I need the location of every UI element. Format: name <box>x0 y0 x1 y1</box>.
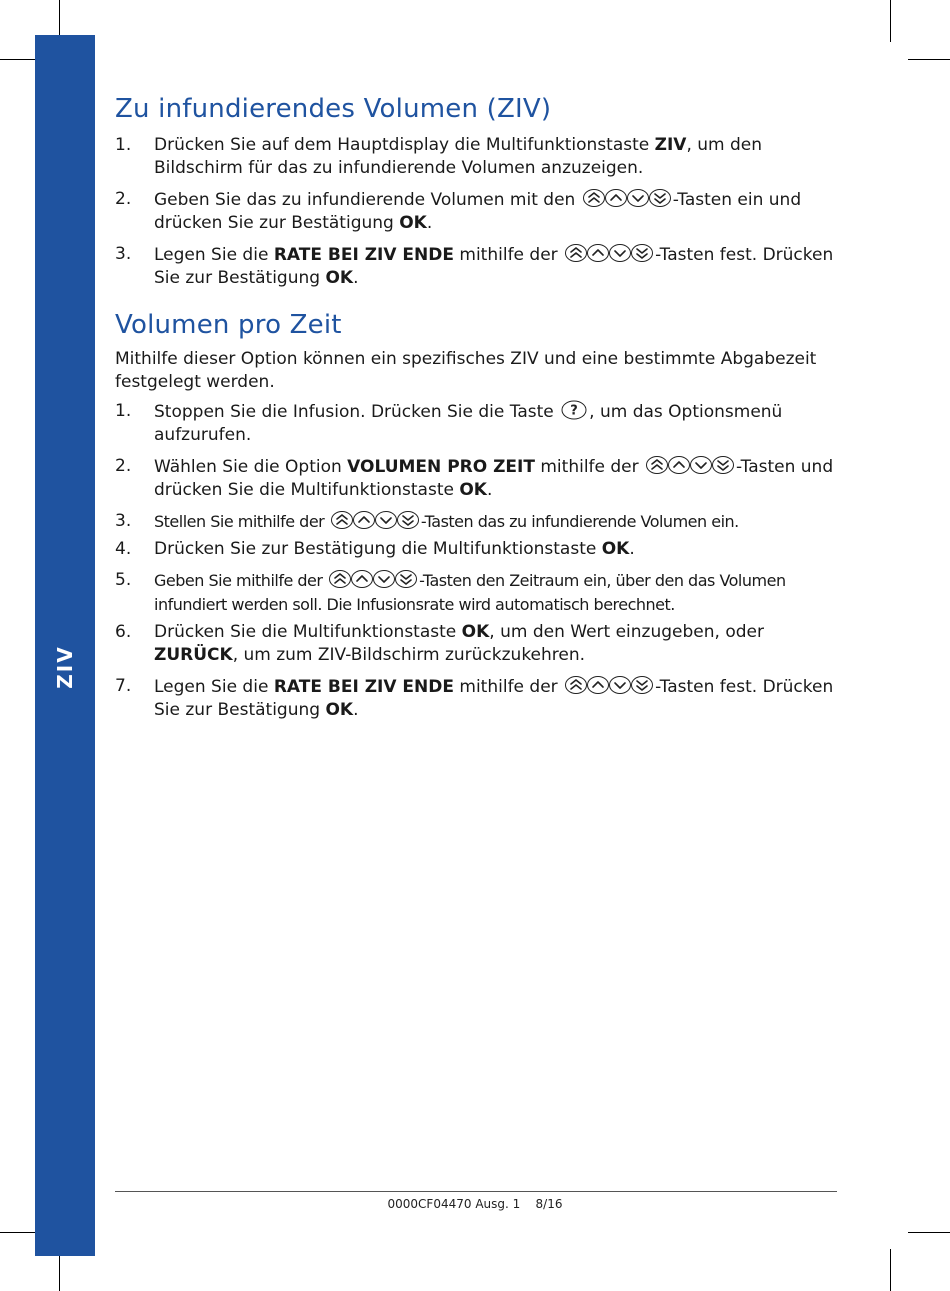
list-item: 3. Legen Sie die RATE BEI ZIV ENDE mithilfe der -Tasten fest. Drücken Sie zur Bestätigung OK. <box>115 244 834 288</box>
step-number: 7. <box>115 676 132 696</box>
list-item: 6. Drücken Sie die Multifunktionstaste OK, um den Wert einzugeben, oder ZURÜCK, um zum ZIV-Bildschirm zurückzukehren. <box>115 622 764 665</box>
list-item: 3. Stellen Sie mithilfe der -Tasten das zu infundierende Volumen ein. <box>115 511 739 531</box>
step-number: 2. <box>115 189 132 209</box>
step-number: 1. <box>115 135 132 155</box>
crop-mark <box>908 1232 950 1233</box>
up-down-arrow-keys-icon <box>565 243 653 263</box>
up-down-arrow-keys-icon <box>331 510 419 530</box>
step-number: 3. <box>115 244 132 264</box>
page-content <box>115 92 837 722</box>
list-item: 4. Drücken Sie zur Bestätigung die Multifunktionstaste OK. <box>115 539 635 559</box>
steps-list-volumen-pro-zeit <box>115 400 837 722</box>
footer-text: 0000CF04470 Ausg. 1 8/16 <box>387 1197 563 1211</box>
list-item: 5. Geben Sie mithilfe der -Tasten den Zeitraum ein, über den das Volumen infundiert werden soll. Die Infusionsrate wird automatisch berechnet. <box>115 570 786 614</box>
crop-mark <box>890 0 891 42</box>
svg-text:?: ? <box>570 403 578 419</box>
footer-divider <box>115 1191 837 1192</box>
section-title-volumen-pro-zeit: Volumen pro Zeit <box>115 310 342 340</box>
list-item: 1. Stoppen Sie die Infusion. Drücken Sie die Taste ? , um das Optionsmenü aufzurufen. <box>115 401 783 445</box>
up-down-arrow-keys-icon <box>646 455 734 475</box>
step-number: 3. <box>115 511 132 531</box>
sidebar-tab-label: ZIV <box>53 645 77 689</box>
list-item: 2. Geben Sie das zu infundierende Volumen mit den -Tasten ein und drücken Sie zur Bestätigung OK. <box>115 189 802 233</box>
step-number: 4. <box>115 539 132 559</box>
question-key-icon <box>561 400 587 420</box>
up-down-arrow-keys-icon <box>329 569 417 589</box>
list-item: 1. Drücken Sie auf dem Hauptdisplay die Multifunktionstaste ZIV, um den Bildschirm für das zu infundierende Volumen anzuzeigen. <box>115 135 763 178</box>
steps-list-ziv <box>115 134 837 290</box>
crop-mark <box>908 59 950 60</box>
up-down-arrow-keys-icon <box>565 675 653 695</box>
crop-mark <box>890 1249 891 1291</box>
step-number: 5. <box>115 570 132 590</box>
section-intro: Mithilfe dieser Option können ein spezifisches ZIV und eine bestimmte Abgabezeit festgelegt werden. <box>115 349 817 392</box>
step-number: 1. <box>115 401 132 421</box>
step-number: 2. <box>115 456 132 476</box>
list-item: 7. Legen Sie die RATE BEI ZIV ENDE mithilfe der -Tasten fest. Drücken Sie zur Bestätigung OK. <box>115 676 834 720</box>
section-title-ziv: Zu infundierendes Volumen (ZIV) <box>115 94 552 124</box>
list-item: 2. Wählen Sie die Option VOLUMEN PRO ZEIT mithilfe der -Tasten und drücken Sie die Multifunktionstaste OK. <box>115 456 834 500</box>
sidebar <box>35 35 95 1256</box>
step-number: 6. <box>115 622 132 642</box>
up-down-arrow-keys-icon <box>583 188 671 208</box>
